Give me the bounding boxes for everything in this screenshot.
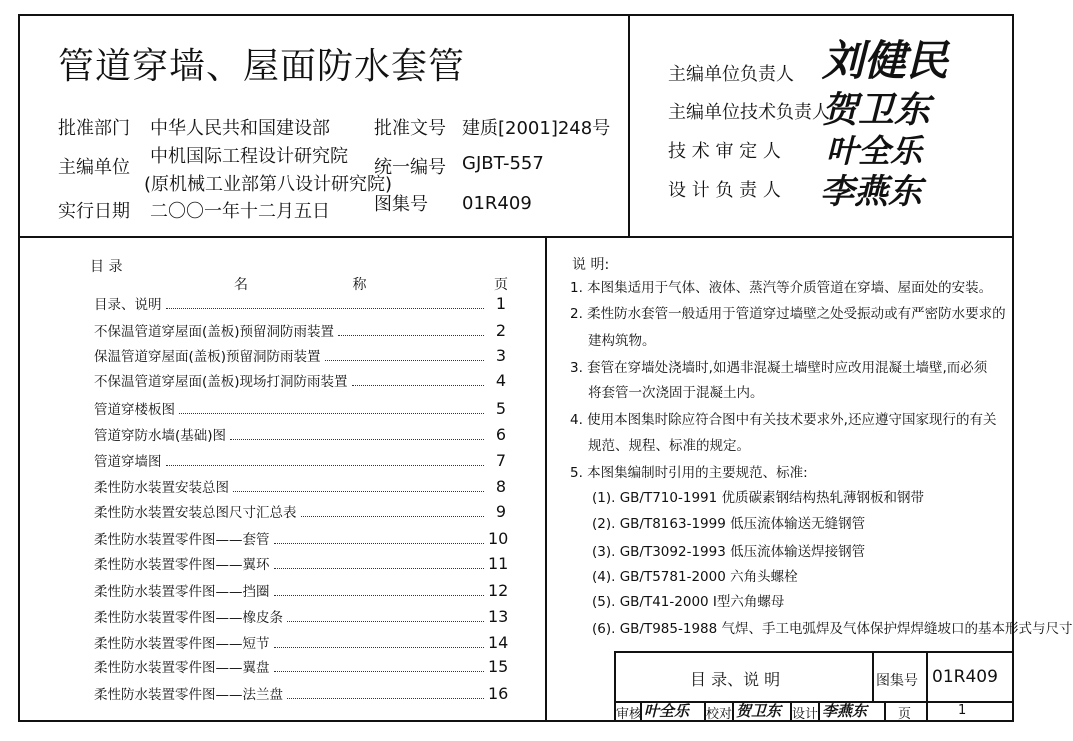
toc-leader-dots — [179, 413, 484, 414]
toc-item-title: 管道穿防水墙(基础)图 — [94, 428, 227, 444]
body-vertical-divider — [545, 236, 547, 720]
toc-leader-dots — [274, 671, 485, 672]
tb-sub-divider-c — [732, 701, 734, 720]
note-line: 建构筑物。 — [588, 333, 656, 349]
toc-item-title: 目录、说明 — [94, 297, 162, 313]
toc-row — [94, 499, 506, 521]
toc-col-name: 名 称 — [234, 277, 417, 293]
approval-no-label: 批准文号 — [374, 118, 446, 139]
review-signature: 叶全乐 — [644, 702, 690, 720]
toc-item-page: 11 — [488, 554, 509, 573]
page-number: 1 — [958, 703, 967, 718]
chief-unit-line1: 中机国际工程设计研究院 — [150, 146, 348, 167]
title-block-atlas-label: 图集号 — [876, 673, 918, 689]
check-signature: 贺卫东 — [736, 702, 782, 720]
unified-no-label: 统一编号 — [374, 157, 446, 178]
note-line: (3). GB/T3092-1993 低压流体输送焊接钢管 — [592, 544, 866, 560]
toc-item-page: 12 — [488, 581, 509, 600]
atlas-no-value: 01R409 — [462, 193, 532, 214]
toc-col-page: 页 — [494, 277, 508, 293]
toc-leader-dots — [166, 465, 485, 466]
toc-item-title: 柔性防水装置零件图——翼环 — [94, 557, 270, 573]
toc-leader-dots — [274, 595, 485, 596]
toc-row — [94, 343, 506, 365]
note-line: 2. 柔性防水套管一般适用于管道穿过墙壁之处受振动或有严密防水要求的 — [570, 306, 1006, 322]
note-line: 规范、规程、标准的规定。 — [588, 438, 750, 454]
review-label: 审核 — [616, 707, 643, 722]
header-vertical-divider — [628, 14, 630, 236]
toc-leader-dots — [287, 698, 484, 699]
note-line: (5). GB/T41-2000 I型六角螺母 — [592, 594, 785, 610]
note-line: 1. 本图集适用于气体、液体、蒸汽等介质管道在穿墙、屋面处的安装。 — [570, 280, 993, 296]
title-block-divider-1 — [872, 651, 874, 701]
toc-item-page: 8 — [495, 477, 506, 496]
role-chief-unit-head: 主编单位负责人 — [668, 64, 794, 85]
toc-row — [94, 604, 509, 626]
toc-leader-dots — [233, 491, 484, 492]
toc-item-page: 6 — [495, 425, 506, 444]
toc-item-title: 保温管道穿屋面(盖板)预留洞防雨装置 — [94, 349, 321, 365]
note-line: (2). GB/T8163-1999 低压流体输送无缝钢管 — [592, 516, 866, 532]
toc-item-title: 柔性防水装置零件图——橡皮条 — [94, 610, 283, 626]
toc-leader-dots — [274, 543, 485, 544]
toc-row — [94, 681, 509, 703]
toc-row — [94, 422, 506, 444]
toc-row — [94, 526, 509, 548]
toc-leader-dots — [287, 621, 484, 622]
toc-item-title: 柔性防水装置零件图——挡圈 — [94, 584, 270, 600]
toc-item-page: 14 — [488, 633, 509, 652]
toc-item-page: 15 — [488, 657, 509, 676]
chief-unit-label: 主编单位 — [58, 157, 130, 178]
toc-leader-dots — [352, 385, 484, 386]
note-line: 3. 套管在穿墙处浇墙时,如遇非混凝土墙壁时应改用混凝土墙壁,而必须 — [570, 360, 988, 376]
toc-leader-dots — [325, 360, 484, 361]
atlas-no-label: 图集号 — [374, 194, 428, 215]
toc-item-title: 柔性防水装置安装总图 — [94, 480, 229, 496]
page-title: 管道穿墙、屋面防水套管 — [58, 46, 466, 87]
toc-leader-dots — [230, 439, 484, 440]
toc-row — [94, 368, 506, 390]
toc-item-page: 3 — [495, 346, 506, 365]
toc-row — [94, 318, 506, 340]
toc-item-page: 10 — [488, 529, 509, 548]
toc-item-page: 2 — [495, 321, 506, 340]
design-label: 设计 — [792, 707, 819, 722]
check-label: 校对 — [706, 707, 733, 722]
role-tech-reviewer: 技 术 审 定 人 — [668, 141, 781, 162]
signature-chief-unit-head: 刘健民 — [822, 36, 949, 85]
role-design-head: 设 计 负 责 人 — [668, 180, 781, 201]
toc-leader-dots — [301, 516, 485, 517]
toc-row — [94, 291, 506, 313]
toc-row — [94, 448, 506, 470]
page-label: 页 — [898, 707, 912, 722]
toc-item-title: 不保温管道穿屋面(盖板)现场打洞防雨装置 — [94, 374, 348, 390]
note-line: 5. 本图集编制时引用的主要规范、标准: — [570, 465, 808, 481]
toc-leader-dots — [274, 568, 485, 569]
toc-row — [94, 551, 509, 573]
toc-item-title: 柔性防水装置零件图——套管 — [94, 532, 270, 548]
note-line: (1). GB/T710-1991 优质碳素钢结构热轧薄钢板和钢带 — [592, 490, 925, 506]
chief-unit-line2: (原机械工业部第八设计研究院) — [144, 174, 393, 195]
note-line: 4. 使用本图集时除应符合图中有关技术要求外,还应遵守国家现行的有关 — [570, 412, 997, 428]
header-divider — [18, 236, 1012, 238]
toc-item-page: 7 — [495, 451, 506, 470]
toc-leader-dots — [338, 335, 484, 336]
toc-item-title: 柔性防水装置零件图——翼盘 — [94, 660, 270, 676]
approve-dept-label: 批准部门 — [58, 118, 130, 139]
toc-item-page: 13 — [488, 607, 509, 626]
title-block-atlas-no: 01R409 — [932, 667, 998, 687]
role-chief-unit-tech-head: 主编单位技术负责人 — [668, 102, 830, 123]
toc-row — [94, 396, 506, 418]
toc-item-title: 不保温管道穿屋面(盖板)预留洞防雨装置 — [94, 324, 335, 340]
toc-leader-dots — [166, 308, 485, 309]
signature-tech-reviewer: 叶全乐 — [826, 132, 923, 170]
note-line: 将套管一次浇固于混凝土内。 — [588, 385, 764, 401]
toc-item-title: 柔性防水装置零件图——短节 — [94, 636, 270, 652]
notes-heading: 说 明: — [572, 257, 610, 273]
tb-sub-divider-f — [884, 701, 886, 720]
title-block-divider-2 — [926, 651, 928, 720]
approve-dept-value: 中华人民共和国建设部 — [150, 118, 330, 139]
toc-row — [94, 578, 509, 600]
toc-item-title: 管道穿墙图 — [94, 454, 162, 470]
signature-design-head: 李燕东 — [820, 172, 922, 212]
note-line: (6). GB/T985-1988 气焊、手工电弧焊及气体保护焊焊缝坡口的基本形式与尺寸 — [592, 621, 1073, 637]
tb-sub-divider-e — [818, 701, 820, 720]
impl-date-value: 二〇〇一年十二月五日 — [150, 201, 330, 222]
toc-item-page: 4 — [495, 371, 506, 390]
toc-item-title: 管道穿楼板图 — [94, 402, 175, 418]
toc-row — [94, 630, 509, 652]
design-signature: 李燕东 — [822, 702, 868, 720]
toc-item-page: 16 — [488, 684, 509, 703]
unified-no-value: GJBT-557 — [462, 153, 544, 174]
toc-item-page: 9 — [495, 502, 506, 521]
title-block-name: 目 录、说 明 — [690, 670, 781, 689]
toc-item-page: 5 — [495, 399, 506, 418]
toc-row — [94, 474, 506, 496]
toc-leader-dots — [274, 647, 485, 648]
toc-heading: 目 录 — [90, 259, 123, 275]
toc-item-page: 1 — [495, 294, 506, 313]
impl-date-label: 实行日期 — [58, 201, 130, 222]
toc-item-title: 柔性防水装置零件图——法兰盘 — [94, 687, 283, 703]
approval-no-value: 建质[2001]248号 — [462, 118, 611, 139]
signature-chief-unit-tech-head: 贺卫东 — [822, 89, 931, 131]
toc-row — [94, 654, 509, 676]
toc-item-title: 柔性防水装置安装总图尺寸汇总表 — [94, 505, 297, 521]
note-line: (4). GB/T5781-2000 六角头螺栓 — [592, 569, 798, 585]
